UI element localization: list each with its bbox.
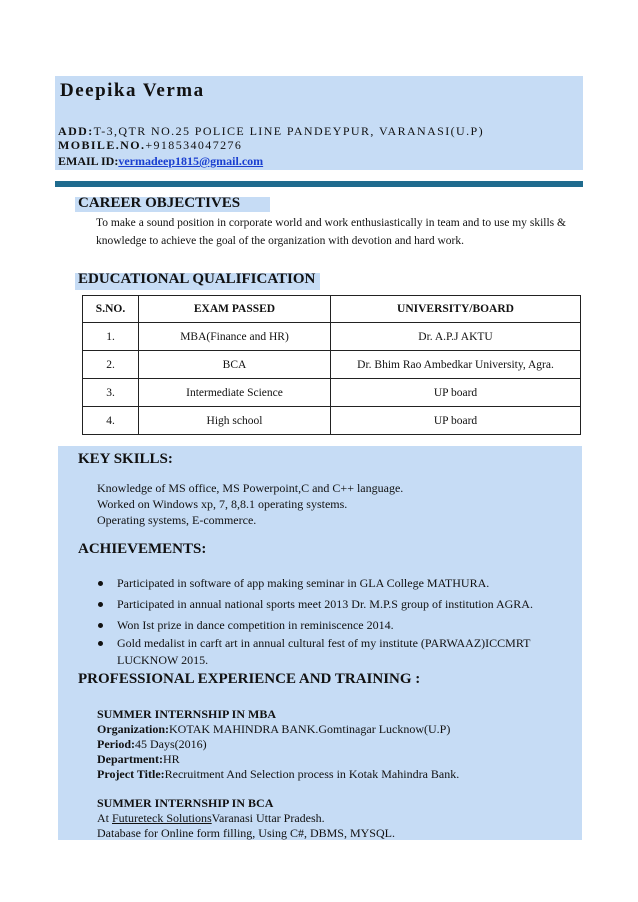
email-line bbox=[58, 154, 263, 169]
list-item: Participated in annual national sports meet 2013 Dr. M.P.S group of institution AGRA. bbox=[98, 596, 568, 613]
skill-item: Operating systems, E-commerce. bbox=[97, 513, 257, 527]
career-heading: CAREER OBJECTIVES bbox=[78, 195, 241, 211]
table-cell: 2. bbox=[83, 351, 139, 379]
table-row bbox=[83, 379, 581, 407]
career-objective-text: To make a sound position in corporate world and work enthusiastically in team and to use my skills & knowledge to achieve the goal of the organization with devotion and hard work. bbox=[96, 217, 566, 247]
table-row bbox=[83, 351, 581, 379]
bullet-icon bbox=[98, 641, 103, 646]
education-table bbox=[82, 295, 581, 435]
table-cell: UP board bbox=[331, 407, 581, 435]
table-cell: 3. bbox=[83, 379, 139, 407]
list-item: Participated in software of app making seminar in GLA College MATHURA. bbox=[98, 575, 568, 592]
achievements-heading: ACHIEVEMENTS: bbox=[78, 541, 207, 557]
column-header: S.NO. bbox=[83, 296, 139, 323]
skill-item: Worked on Windows xp, 7, 8,8.1 operating systems. bbox=[97, 497, 348, 511]
table-cell: Dr. A.P.J AKTU bbox=[331, 323, 581, 351]
table-header-row bbox=[83, 296, 581, 323]
bullet-icon bbox=[98, 602, 103, 607]
experience-heading: PROFESSIONAL EXPERIENCE AND TRAINING : bbox=[78, 671, 421, 687]
education-heading: EDUCATIONAL QUALIFICATION bbox=[78, 271, 316, 287]
list-item: Gold medalist in carft art in annual cultural fest of my institute (PARWAAZ)ICCMRT LUCKNOW 2015. bbox=[98, 635, 568, 669]
mobile-value: +918534047276 bbox=[145, 138, 243, 152]
skills-heading: KEY SKILLS: bbox=[78, 451, 173, 467]
table-cell: High school bbox=[139, 407, 331, 435]
mba-period: Period:45 Days(2016) bbox=[97, 737, 207, 751]
table-cell: Dr. Bhim Rao Ambedkar University, Agra. bbox=[331, 351, 581, 379]
mba-organization: Organization:KOTAK MAHINDRA BANK.Gomtinagar Lucknow(U.P) bbox=[97, 722, 451, 736]
table-cell: 1. bbox=[83, 323, 139, 351]
mobile-label: MOBILE.NO. bbox=[58, 138, 146, 152]
email-label: EMAIL ID: bbox=[58, 154, 119, 168]
skill-item: Knowledge of MS office, MS Powerpoint,C and C++ language. bbox=[97, 481, 404, 495]
list-item: Won Ist prize in dance competition in reminiscence 2014. bbox=[98, 617, 568, 634]
address-line bbox=[58, 124, 484, 139]
table-cell: 4. bbox=[83, 407, 139, 435]
bullet-icon bbox=[98, 623, 103, 628]
bca-internship-title: SUMMER INTERNSHIP IN BCA bbox=[97, 796, 274, 810]
mba-department: Department:HR bbox=[97, 752, 180, 766]
table-row bbox=[83, 407, 581, 435]
bca-database-line: Database for Online form filling, Using C#, DBMS, MYSQL. bbox=[97, 826, 395, 840]
mba-internship-title: SUMMER INTERNSHIP IN MBA bbox=[97, 707, 277, 721]
mba-project-title: Project Title:Recruitment And Selection process in Kotak Mahindra Bank. bbox=[97, 767, 460, 781]
table-cell: UP board bbox=[331, 379, 581, 407]
column-header: EXAM PASSED bbox=[139, 296, 331, 323]
table-cell: Intermediate Science bbox=[139, 379, 331, 407]
table-cell: BCA bbox=[139, 351, 331, 379]
table-row bbox=[83, 323, 581, 351]
achievements-list bbox=[98, 575, 568, 673]
bullet-icon bbox=[98, 581, 103, 586]
candidate-name: Deepika Verma bbox=[60, 80, 205, 101]
address-value: T-3,QTR NO.25 POLICE LINE PANDEYPUR, VARANASI(U.P) bbox=[93, 124, 484, 138]
column-header: UNIVERSITY/BOARD bbox=[331, 296, 581, 323]
header-divider bbox=[55, 181, 583, 187]
mobile-line bbox=[58, 138, 242, 153]
email-link[interactable]: vermadeep1815@gmail.com bbox=[118, 154, 264, 168]
company-name: Futureteck Solutions bbox=[112, 811, 212, 825]
table-cell: MBA(Finance and HR) bbox=[139, 323, 331, 351]
bca-company-line: At Futureteck SolutionsVaranasi Uttar Pradesh. bbox=[97, 811, 325, 825]
address-label: ADD: bbox=[58, 124, 94, 138]
